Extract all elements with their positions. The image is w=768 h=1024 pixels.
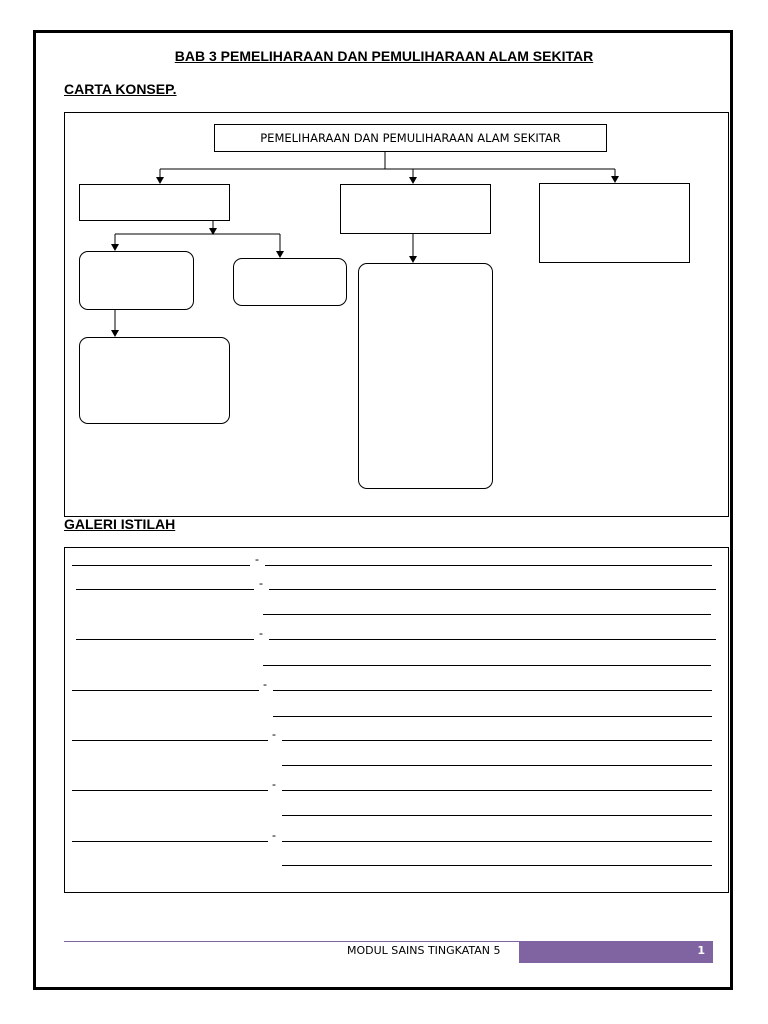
definition-blank[interactable]: [273, 690, 712, 691]
term-blank[interactable]: [72, 690, 259, 691]
definition-blank[interactable]: [282, 815, 712, 816]
term-separator: -: [272, 727, 276, 741]
concept-branch-middle-box[interactable]: [340, 184, 491, 234]
definition-blank[interactable]: [282, 765, 712, 766]
term-blank[interactable]: [72, 740, 268, 741]
term-separator: -: [259, 626, 263, 640]
definition-blank[interactable]: [269, 639, 716, 640]
term-blank[interactable]: [72, 565, 250, 566]
term-blank[interactable]: [72, 841, 268, 842]
concept-sub-left-c-box[interactable]: [79, 337, 230, 424]
concept-sub-left-b-box[interactable]: [233, 258, 347, 306]
definition-blank[interactable]: [282, 841, 712, 842]
term-blank[interactable]: [72, 790, 268, 791]
concept-map-heading: CARTA KONSEP.: [64, 81, 177, 97]
concept-root-label: PEMELIHARAAN DAN PEMULIHARAAN ALAM SEKITAR: [260, 131, 561, 145]
term-separator: -: [263, 677, 267, 691]
definition-blank[interactable]: [282, 865, 712, 866]
term-separator: -: [259, 576, 263, 590]
term-blank[interactable]: [76, 589, 254, 590]
concept-branch-left-box[interactable]: [79, 184, 230, 221]
footer-page-number: 1: [519, 941, 713, 963]
footer-label: MODUL SAINS TINGKATAN 5: [347, 944, 501, 957]
concept-root-box: [214, 124, 607, 152]
term-blank[interactable]: [76, 639, 254, 640]
definition-blank[interactable]: [269, 589, 716, 590]
term-separator: -: [255, 552, 259, 566]
definition-blank[interactable]: [263, 665, 711, 666]
concept-sub-left-a-box[interactable]: [79, 251, 194, 310]
page-title: BAB 3 PEMELIHARAAN DAN PEMULIHARAAN ALAM SEKITAR: [174, 48, 594, 64]
term-separator: -: [272, 777, 276, 791]
footer-rule: [64, 941, 519, 942]
gallery-heading: GALERI ISTILAH: [64, 516, 176, 532]
definition-blank[interactable]: [263, 614, 711, 615]
definition-blank[interactable]: [282, 740, 712, 741]
definition-blank[interactable]: [282, 790, 712, 791]
definition-blank[interactable]: [273, 716, 712, 717]
concept-branch-right-box[interactable]: [539, 183, 690, 263]
term-separator: -: [272, 828, 276, 842]
concept-sub-middle-box[interactable]: [358, 263, 493, 489]
definition-blank[interactable]: [265, 565, 712, 566]
